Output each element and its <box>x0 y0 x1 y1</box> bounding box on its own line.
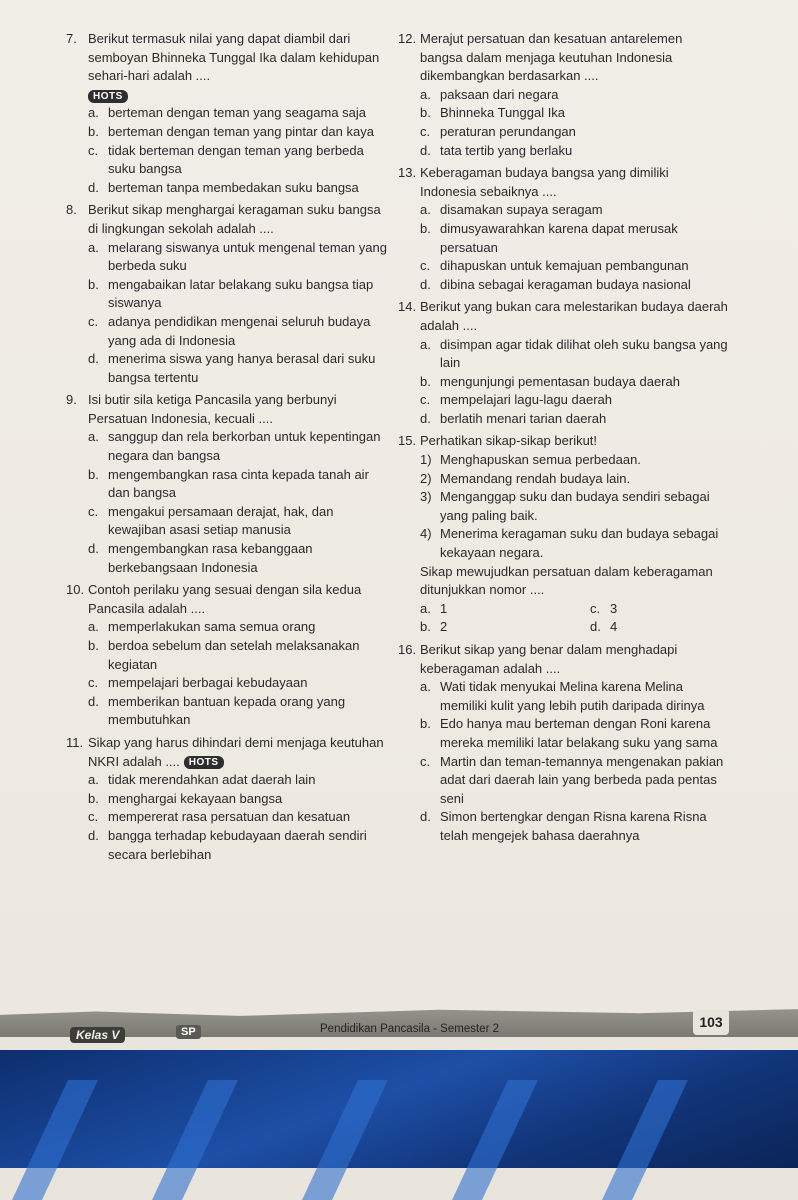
option-b: b. mengabaikan latar belakang suku bangsa tiap siswanya <box>88 276 374 311</box>
option-d: d. bangga terhadap kebudayaan daerah sendiri secara berlebihan <box>88 827 367 862</box>
option-d: d. mengembangkan rasa kebanggaan berkebangsaan Indonesia <box>88 541 313 575</box>
left-column <box>66 30 388 864</box>
question-13: 13. Keberagaman budaya bangsa yang dimiliki Indonesia sebaiknya .... a. disamakan supaya seragam b. dimusyawarahkan karena dapat merusak persatuan c. dihapuskan untuk kemajuan pembangunan d. dibina sebagai keragaman budaya nasional <box>398 164 728 294</box>
question-text: Merajut persatuan dan kesatuan antarelemen bangsa dalam menjaga keutuhan Indonesia dikembangkan berdasarkan .... <box>420 31 683 84</box>
page-number: 103 <box>693 1009 729 1035</box>
question-11: 11. Sikap yang harus dihindari demi menjaga keutuhan NKRI adalah .... HOTS a. tidak merendahkan adat daerah lain b. menghargai kekayaan bangsa c. mempererat rasa persatuan dan kesatuan d. bangga terhadap kebudayaan daerah sendiri secara berlebihan <box>66 734 388 864</box>
question-text: Sikap yang harus dihindari demi menjaga keutuhan NKRI adalah .... <box>88 734 384 769</box>
question-15: 15. Perhatikan sikap-sikap berikut! 1) Menghapuskan semua perbedaan. 2) Memandang rendah budaya lain. 3) Menganggap suku dan budaya sendiri sebagai yang paling baik. 4) Menerima keragaman suku dan budaya sebagai kekayaan negara. Sikap mewujudkan persatuan dalam keberagaman ditunjukkan nomor .... a. 1 c. 3 b. 2 d. 4 <box>398 432 728 637</box>
option-a: a. berteman dengan teman yang seagama saja <box>88 105 367 121</box>
option-b: b. menghargai kekayaan bangsa <box>88 790 283 806</box>
question-text: Isi butir sila ketiga Pancasila yang berbunyi Persatuan Indonesia, kecuali .... <box>88 392 337 426</box>
question-text: Perhatikan sikap-sikap berikut! <box>420 433 598 449</box>
option-a: a. memperlakukan sama semua orang <box>88 619 316 635</box>
option-d: d. menerima siswa yang hanya berasal dari suku bangsa tertentu <box>88 351 376 385</box>
question-text: Berikut sikap yang benar dalam menghadapi keberagaman adalah .... <box>420 642 678 676</box>
option-d: d. dibina sebagai keragaman budaya nasional <box>420 276 691 292</box>
option-b: b. Bhinneka Tunggal Ika <box>420 105 566 121</box>
statement-1: 1) Menghapuskan semua perbedaan. <box>420 452 641 468</box>
question-7: 7. Berikut termasuk nilai yang dapat diambil dari semboyan Bhinneka Tunggal Ika dalam kehidupan sehari-hari adalah .... HOTS a. berteman dengan teman yang seagama saja b. berteman dengan teman yang pintar dan kaya c. tidak berteman dengan teman yang berbeda suku bangsa d. berteman tanpa membedakan suku bangsa <box>66 30 388 197</box>
question-text: Berikut termasuk nilai yang dapat diambil dari semboyan Bhinneka Tunggal Ika dalam kehidupan sehari-hari adalah .... <box>88 31 380 84</box>
question-9: 9. Isi butir sila ketiga Pancasila yang berbunyi Persatuan Indonesia, kecuali .... a. sanggup dan rela berkorban untuk kepentingan negara dan bangsa b. mengembangkan rasa cinta kepada tanah air dan bangsa c. mengakui persamaan derajat, hak, dan kewajiban asasi setiap manusia d. mengembangkan rasa kebanggaan berkebangsaan Indonesia <box>66 391 388 577</box>
class-label: Kelas V <box>70 1027 125 1043</box>
option-c: c. peraturan perundangan <box>420 123 576 139</box>
question-8: 8. Berikut sikap menghargai keragaman suku bangsa di lingkungan sekolah adalah .... a. melarang siswanya untuk mengenal teman yang berbeda suku b. mengabaikan latar belakang suku bangsa tiap siswanya c. adanya pendidikan mengenai seluruh budaya yang ada di Indonesia d. menerima siswa yang hanya berasal dari suku bangsa tertentu <box>66 201 388 387</box>
fabric-stripe <box>12 1080 98 1200</box>
question-12: 12. Merajut persatuan dan kesatuan antarelemen bangsa dalam menjaga keutuhan Indonesia dikembangkan berdasarkan .... a. paksaan dari negara b. Bhinneka Tunggal Ika c. peraturan perundangan d. tata tertib yang berlaku <box>398 30 728 160</box>
option-c: c. dihapuskan untuk kemajuan pembangunan <box>420 258 689 274</box>
right-column <box>398 30 728 846</box>
option-d: d. berlatih menari tarian daerah <box>420 410 607 426</box>
option-b: b. mengembangkan rasa cinta kepada tanah air dan bangsa <box>88 466 369 501</box>
page-footer <box>0 985 798 1055</box>
fabric-stripe <box>452 1080 538 1200</box>
question-text: Contoh perilaku yang sesuai dengan sila kedua Pancasila adalah .... <box>88 582 362 616</box>
option-c: c. mempererat rasa persatuan dan kesatuan <box>88 809 351 825</box>
option-b: b. dimusyawarahkan karena dapat merusak persatuan <box>420 220 678 255</box>
hots-badge: HOTS <box>184 756 224 769</box>
option-b: b. mengunjungi pementasan budaya daerah <box>420 373 680 389</box>
option-a: a. disimpan agar tidak dilihat oleh suku bangsa yang lain <box>420 336 728 371</box>
statement-2: 2) Memandang rendah budaya lain. <box>420 470 631 486</box>
option-d: d. berteman tanpa membedakan suku bangsa <box>88 179 359 195</box>
fabric-stripe <box>602 1080 688 1200</box>
question-14: 14. Berikut yang bukan cara melestarikan budaya daerah adalah .... a. disimpan agar tidak dilihat oleh suku bangsa yang lain b. mengunjungi pementasan budaya daerah c. mempelajari lagu-lagu daerah d. berlatih menari tarian daerah <box>398 298 728 428</box>
option-c: c. mengakui persamaan derajat, hak, dan kewajiban asasi setiap manusia <box>88 503 334 538</box>
option-d: d. Simon bertengkar dengan Risna karena Risna telah mengejek bahasa daerahnya <box>420 809 707 843</box>
option-c: c. adanya pendidikan mengenai seluruh budaya yang ada di Indonesia <box>88 313 371 348</box>
option-a: a. melarang siswanya untuk mengenal teman yang berbeda suku <box>88 239 387 274</box>
statement-4: 4) Menerima keragaman suku dan budaya sebagai kekayaan negara. <box>420 526 719 561</box>
option-a: a. tidak merendahkan adat daerah lain <box>88 772 316 788</box>
option-d: d. memberikan bantuan kepada orang yang membutuhkan <box>88 693 346 728</box>
subject-title: Pendidikan Pancasila - Semester 2 <box>320 1023 499 1035</box>
option-a: a. Wati tidak menyukai Melina karena Melina memiliki kulit yang lebih putih daripada dirinya <box>420 679 705 713</box>
option-a: a. paksaan dari negara <box>420 86 559 102</box>
fabric-stripe <box>302 1080 388 1200</box>
question-text: Berikut sikap menghargai keragaman suku bangsa di lingkungan sekolah adalah .... <box>88 202 381 236</box>
options-row-1: a. 1 c. 3 <box>420 600 618 616</box>
option-d: d. tata tertib yang berlaku <box>420 142 573 158</box>
option-c: c. Martin dan teman-temannya mengenakan pakian adat dari daerah lain yang berbeda pada pentas seni <box>420 753 724 806</box>
background-fabric <box>0 1050 798 1168</box>
option-b: b. berteman dengan teman yang pintar dan kaya <box>88 123 374 139</box>
question-text: Berikut yang bukan cara melestarikan budaya daerah adalah .... <box>420 299 728 333</box>
question-10: 10. Contoh perilaku yang sesuai dengan sila kedua Pancasila adalah .... a. memperlakukan sama semua orang b. berdoa sebelum dan setelah melaksanakan kegiatan c. mempelajari berbagai kebudayaan d. memberikan bantuan kepada orang yang membutuhkan <box>66 581 388 730</box>
option-c: c. mempelajari lagu-lagu daerah <box>420 392 612 408</box>
option-b: b. berdoa sebelum dan setelah melaksanakan kegiatan <box>88 638 360 672</box>
option-a: a. disamakan supaya seragam <box>420 202 603 218</box>
followup-question: Sikap mewujudkan persatuan dalam keberagaman ditunjukkan nomor .... <box>420 563 713 598</box>
sp-badge: SP <box>176 1025 201 1039</box>
question-text: Keberagaman budaya bangsa yang dimiliki Indonesia sebaiknya .... <box>420 165 669 199</box>
question-16: 16. Berikut sikap yang benar dalam menghadapi keberagaman adalah .... a. Wati tidak menyukai Melina karena Melina memiliki kulit yang lebih putih daripada dirinya b. Edo hanya mau berteman dengan Roni karena mereka memiliki latar belakang suku yang sama c. Martin dan teman-temannya mengenakan pakian adat dari daerah lain yang berbeda pada pentas seni d. Simon bertengkar dengan Risna karena Risna telah mengejek bahasa daerahnya <box>398 641 728 846</box>
option-a: a. sanggup dan rela berkorban untuk kepentingan negara dan bangsa <box>88 429 381 464</box>
options-row-2: b. 2 d. 4 <box>420 619 618 635</box>
option-c: c. mempelajari berbagai kebudayaan <box>88 675 308 691</box>
option-c: c. tidak berteman dengan teman yang berbeda suku bangsa <box>88 142 364 177</box>
statement-3: 3) Menganggap suku dan budaya sendiri sebagai yang paling baik. <box>420 489 710 523</box>
fabric-stripe <box>152 1080 238 1200</box>
option-b: b. Edo hanya mau berteman dengan Roni karena mereka memiliki latar belakang suku yang sama <box>420 716 718 750</box>
hots-badge: HOTS <box>88 90 128 103</box>
